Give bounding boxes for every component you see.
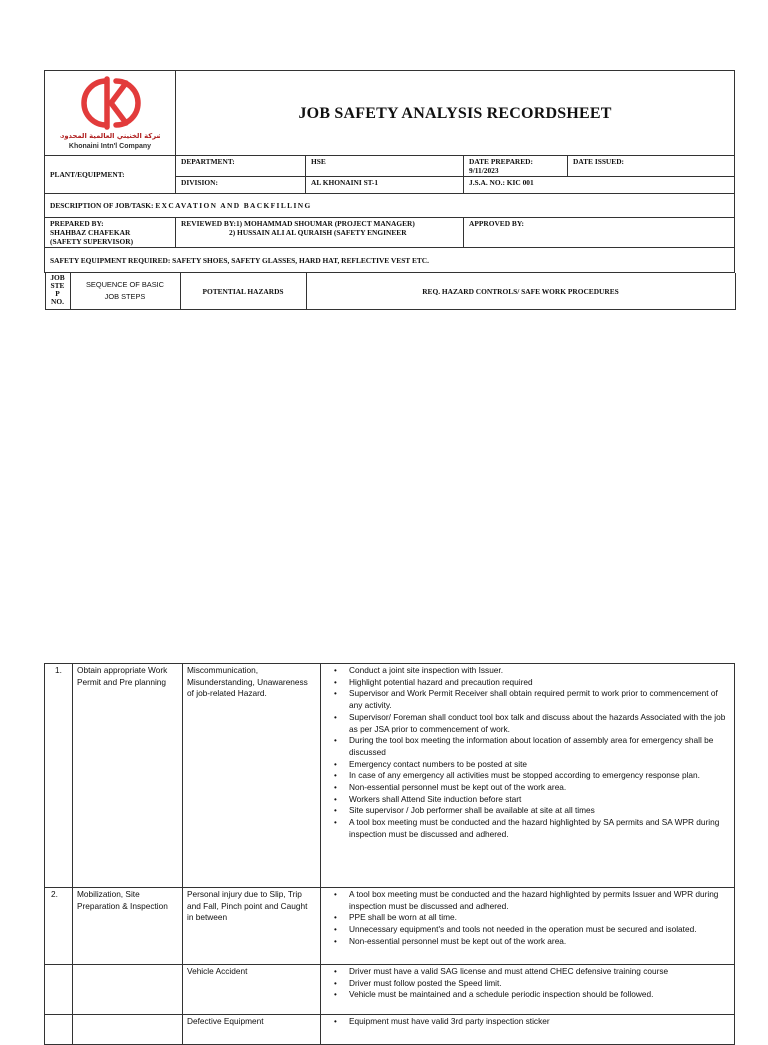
control-item: • Unnecessary equipment's and tools not needed in the operation must be secured and isolated. — [341, 924, 730, 936]
control-item: • Workers shall Attend Site induction before start — [341, 794, 730, 806]
table-row — [45, 888, 735, 965]
prepared-by-name: SHAHBAZ CHAFEKAR — [50, 228, 131, 237]
control-item: • Driver must follow posted the Speed limit. — [341, 978, 730, 990]
step-number — [45, 965, 73, 1015]
job-description-cell — [45, 194, 735, 218]
prepared-by-cell — [45, 218, 176, 248]
column-header-sequence — [70, 273, 180, 310]
step-no-header-part: STE — [50, 281, 65, 290]
step-description: Obtain appropriate Work Permit and Pre planning — [73, 664, 183, 888]
plant-equipment-label: PLANT/EQUIPMENT: — [45, 156, 176, 194]
step-no-header-part: NO. — [51, 297, 64, 306]
job-description-label: DESCRIPTION OF JOB/TASK: — [50, 201, 154, 210]
step-number — [45, 1015, 73, 1045]
sequence-header-line: JOB STEPS — [104, 292, 146, 301]
potential-hazard: Miscommunication, Misunderstanding, Unawareness of job-related Hazard. — [183, 664, 321, 888]
control-item: • During the tool box meeting the information about location of assembly area for emergency shall be discussed — [341, 735, 730, 758]
control-item: • Equipment must have valid 3rd party inspection sticker — [341, 1016, 730, 1028]
column-header-hazards: POTENTIAL HAZARDS — [180, 273, 306, 310]
controls-cell — [321, 965, 735, 1015]
control-item: • Highlight potential hazard and precaution required — [341, 677, 730, 689]
sequence-header-line: SEQUENCE OF BASIC — [85, 280, 165, 289]
reviewed-by-line-1: REVIEWED BY:1) MOHAMMAD SHOUMAR (PROJECT MANAGER) — [181, 219, 415, 228]
controls-list — [325, 889, 730, 948]
date-prepared-value: 9/11/2023 — [469, 166, 499, 175]
company-logo — [60, 71, 160, 153]
prepared-by-role: (SAFETY SUPERVISOR) — [50, 237, 134, 246]
column-header-table — [45, 273, 736, 310]
controls-list — [325, 1016, 730, 1028]
control-item: • Site supervisor / Job performer shall be available at site at all times — [341, 805, 730, 817]
job-steps-table — [44, 663, 735, 1045]
table-row — [45, 664, 735, 888]
department-value: HSE — [306, 156, 464, 177]
control-item: • Supervisor and Work Permit Receiver shall obtain required permit to work prior to commencement of any activity. — [341, 688, 730, 711]
company-logo-cell — [45, 71, 176, 156]
control-item: • Non-essential personnel must be kept out of the work area. — [341, 782, 730, 794]
control-item: • A tool box meeting must be conducted and the hazard highlighted by SA permits and SA WPR during inspection must be discussed and adhered. — [341, 817, 730, 840]
controls-cell — [321, 664, 735, 888]
step-description — [73, 965, 183, 1015]
controls-cell — [321, 1015, 735, 1045]
control-item: • Emergency contact numbers to be posted at site — [341, 759, 730, 771]
control-item: • A tool box meeting must be conducted and the hazard highlighted by permits Issuer and WPR during inspection must be discussed and adhered. — [341, 889, 730, 912]
control-item: • Conduct a joint site inspection with Issuer. — [341, 665, 730, 677]
control-item: • Non-essential personnel must be kept out of the work area. — [341, 936, 730, 948]
date-issued-label: DATE ISSUED: — [568, 156, 735, 177]
column-header-step-no — [45, 273, 70, 310]
control-item: • Driver must have a valid SAG license and must attend CHEC defensive training course — [341, 966, 730, 978]
division-value: AL KHONAINI ST-1 — [306, 177, 464, 194]
table-row — [45, 1015, 735, 1045]
step-number: 2. — [45, 888, 73, 965]
document-title: JOB SAFETY ANALYSIS RECORDSHEET — [176, 71, 735, 156]
step-no-header-part: P — [55, 289, 60, 298]
control-item: • In case of any emergency all activities must be stopped according to emergency response plan. — [341, 770, 730, 782]
column-header-controls: REQ. HAZARD CONTROLS/ SAFE WORK PROCEDURES — [306, 273, 735, 310]
potential-hazard: Personal injury due to Slip, Trip and Fall, Pinch point and Caught in between — [183, 888, 321, 965]
step-description — [73, 1015, 183, 1045]
date-prepared-label: DATE PREPARED: — [469, 157, 533, 166]
potential-hazard: Vehicle Accident — [183, 965, 321, 1015]
prepared-by-label: PREPARED BY: — [50, 219, 104, 228]
division-label: DIVISION: — [176, 177, 306, 194]
department-label: DEPARTMENT: — [176, 156, 306, 177]
reviewed-by-cell — [176, 218, 464, 248]
approved-by-label: APPROVED BY: — [464, 218, 735, 248]
jsa-header-table — [44, 70, 735, 310]
column-header-row — [45, 273, 735, 311]
reviewed-by-line-2: 2) HUSSAIN ALI AL QURAISH (SAFETY ENGINEER — [229, 228, 407, 237]
date-prepared-cell — [464, 156, 568, 177]
controls-list — [325, 665, 730, 841]
company-name-arabic: شركة الخنيني العالمية المحدودة — [60, 132, 160, 140]
jsa-number: J.S.A. NO.: KIC 001 — [464, 177, 735, 194]
table-row — [45, 965, 735, 1015]
control-item: • PPE shall be worn at all time. — [341, 912, 730, 924]
job-description-value: EXCAVATION AND BACKFILLING — [155, 201, 312, 210]
company-name-english: Khonaini Intn'l Company — [68, 143, 152, 150]
control-item: • Supervisor/ Foreman shall conduct tool box talk and discuss about the hazards Associated with the job as per JSA prior to commencement of work. — [341, 712, 730, 735]
controls-cell — [321, 888, 735, 965]
step-no-header-part: JOB — [50, 273, 65, 282]
safety-equipment-required: SAFETY EQUIPMENT REQUIRED: SAFETY SHOES, SAFETY GLASSES, HARD HAT, REFLECTIVE VEST ETC. — [45, 248, 735, 273]
potential-hazard: Defective Equipment — [183, 1015, 321, 1045]
control-item: • Vehicle must be maintained and a schedule periodic inspection should be followed. — [341, 989, 730, 1001]
step-description: Mobilization, Site Preparation & Inspection — [73, 888, 183, 965]
controls-list — [325, 966, 730, 1001]
step-number: 1. — [45, 664, 73, 888]
